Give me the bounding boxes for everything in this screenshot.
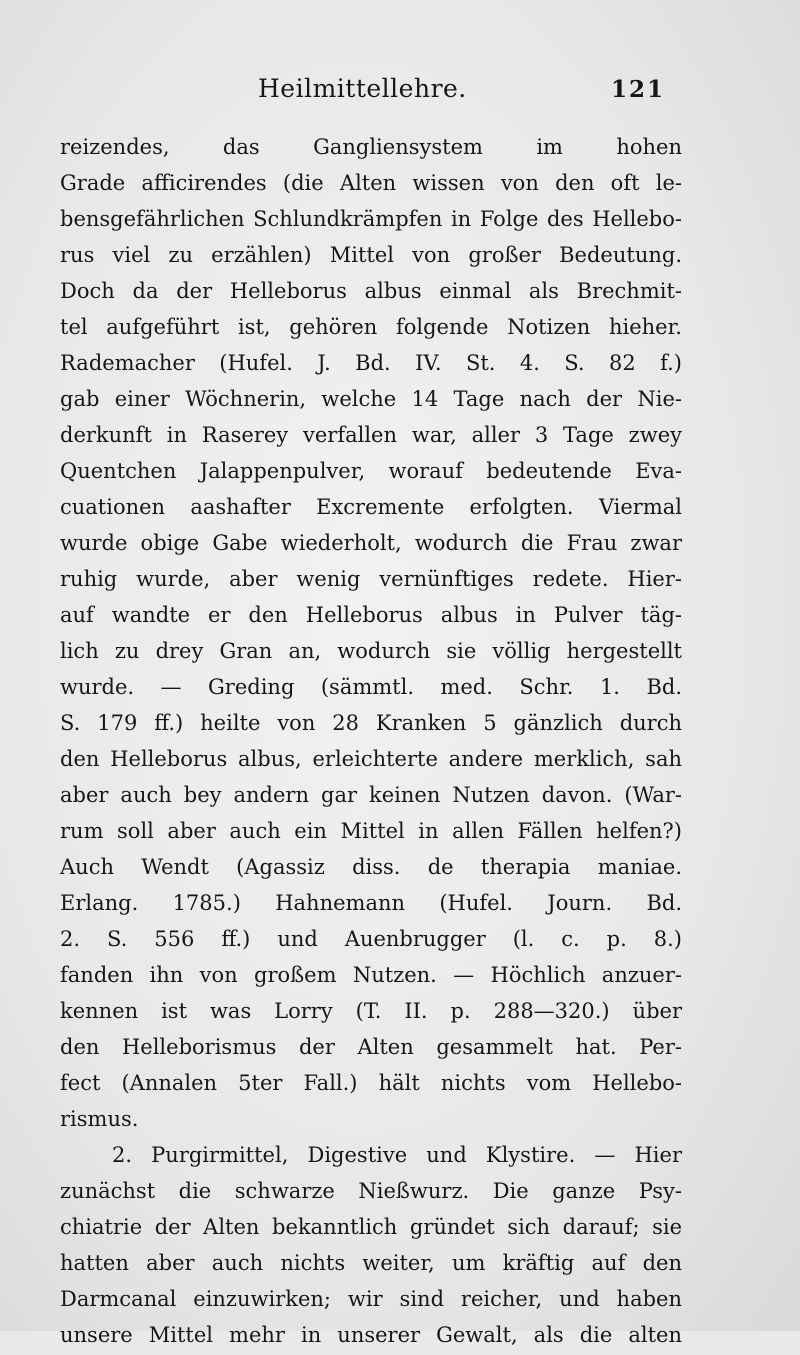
text-line: auf wandte er den Helleborus albus in Pulver täg- (60, 603, 682, 627)
text-line: reizendes, das Gangliensystem im hohen (60, 135, 682, 159)
text-line: aber auch bey andern gar keinen Nutzen davon. (War- (60, 783, 682, 807)
text-line: Rademacher (Hufel. J. Bd. IV. St. 4. S. 82 f.) (60, 351, 682, 375)
text-line: derkunft in Raserey verfallen war, aller 3 Tage zwey (60, 423, 682, 447)
running-head (0, 0, 800, 130)
text-line: wurde. — Greding (sämmtl. med. Schr. 1. Bd. (60, 675, 682, 699)
text-line: cuationen aashafter Excremente erfolgten. Viermal (60, 495, 682, 519)
text-line-paragraph-end: rismus. (60, 1107, 139, 1131)
text-line: zunächst die schwarze Nießwurz. Die ganze Psy- (60, 1179, 682, 1203)
text-line: 2. S. 556 ff.) und Auenbrugger (l. c. p. 8.) (60, 927, 682, 951)
text-line-paragraph-start: 2. Purgirmittel, Digestive und Klystire. — Hier (112, 1143, 682, 1167)
text-line: gab einer Wöchnerin, welche 14 Tage nach der Nie- (60, 387, 682, 411)
text-line: Auch Wendt (Agassiz diss. de therapia maniae. (60, 855, 682, 879)
text-line: Grade afficirendes (die Alten wissen von den oft le- (60, 171, 682, 195)
text-line: unsere Mittel mehr in unserer Gewalt, als die alten (60, 1323, 682, 1347)
text-line: bensgefährlichen Schlundkrämpfen in Folge des Hellebo- (60, 207, 682, 231)
text-line: tel aufgeführt ist, gehören folgende Notizen hieher. (60, 315, 682, 339)
text-line: fanden ihn von großem Nutzen. — Höchlich anzuer- (60, 963, 682, 987)
text-line: rum soll aber auch ein Mittel in allen Fällen helfen?) (60, 819, 682, 843)
text-line: wurde obige Gabe wiederholt, wodurch die Frau zwar (60, 531, 682, 555)
text-line: lich zu drey Gran an, wodurch sie völlig hergestellt (60, 639, 682, 663)
page-number: 121 (611, 76, 666, 103)
text-line: rus viel zu erzählen) Mittel von großer Bedeutung. (60, 243, 682, 267)
text-line: Erlang. 1785.) Hahnemann (Hufel. Journ. Bd. (60, 891, 682, 915)
text-line: ruhig wurde, aber wenig vernünftiges redete. Hier- (60, 567, 682, 591)
text-line: Quentchen Jalappenpulver, worauf bedeutende Eva- (60, 459, 682, 483)
text-line: S. 179 ff.) heilte von 28 Kranken 5 gänzlich durch (60, 711, 682, 735)
running-title: Heilmittellehre. (258, 74, 467, 103)
text-line: Doch da der Helleborus albus einmal als Brechmit- (60, 279, 682, 303)
text-line: chiatrie der Alten bekanntlich gründet sich darauf; sie (60, 1215, 682, 1239)
text-line: hatten aber auch nichts weiter, um kräftig auf den (60, 1251, 682, 1275)
text-line: den Helleborismus der Alten gesammelt hat. Per- (60, 1035, 682, 1059)
text-line: kennen ist was Lorry (T. II. p. 288—320.) über (60, 999, 682, 1023)
text-line: den Helleborus albus, erleichterte andere merklich, sah (60, 747, 682, 771)
text-line: fect (Annalen 5ter Fall.) hält nichts vom Hellebo- (60, 1071, 682, 1095)
text-line: Darmcanal einzuwirken; wir sind reicher, und haben (60, 1287, 682, 1311)
